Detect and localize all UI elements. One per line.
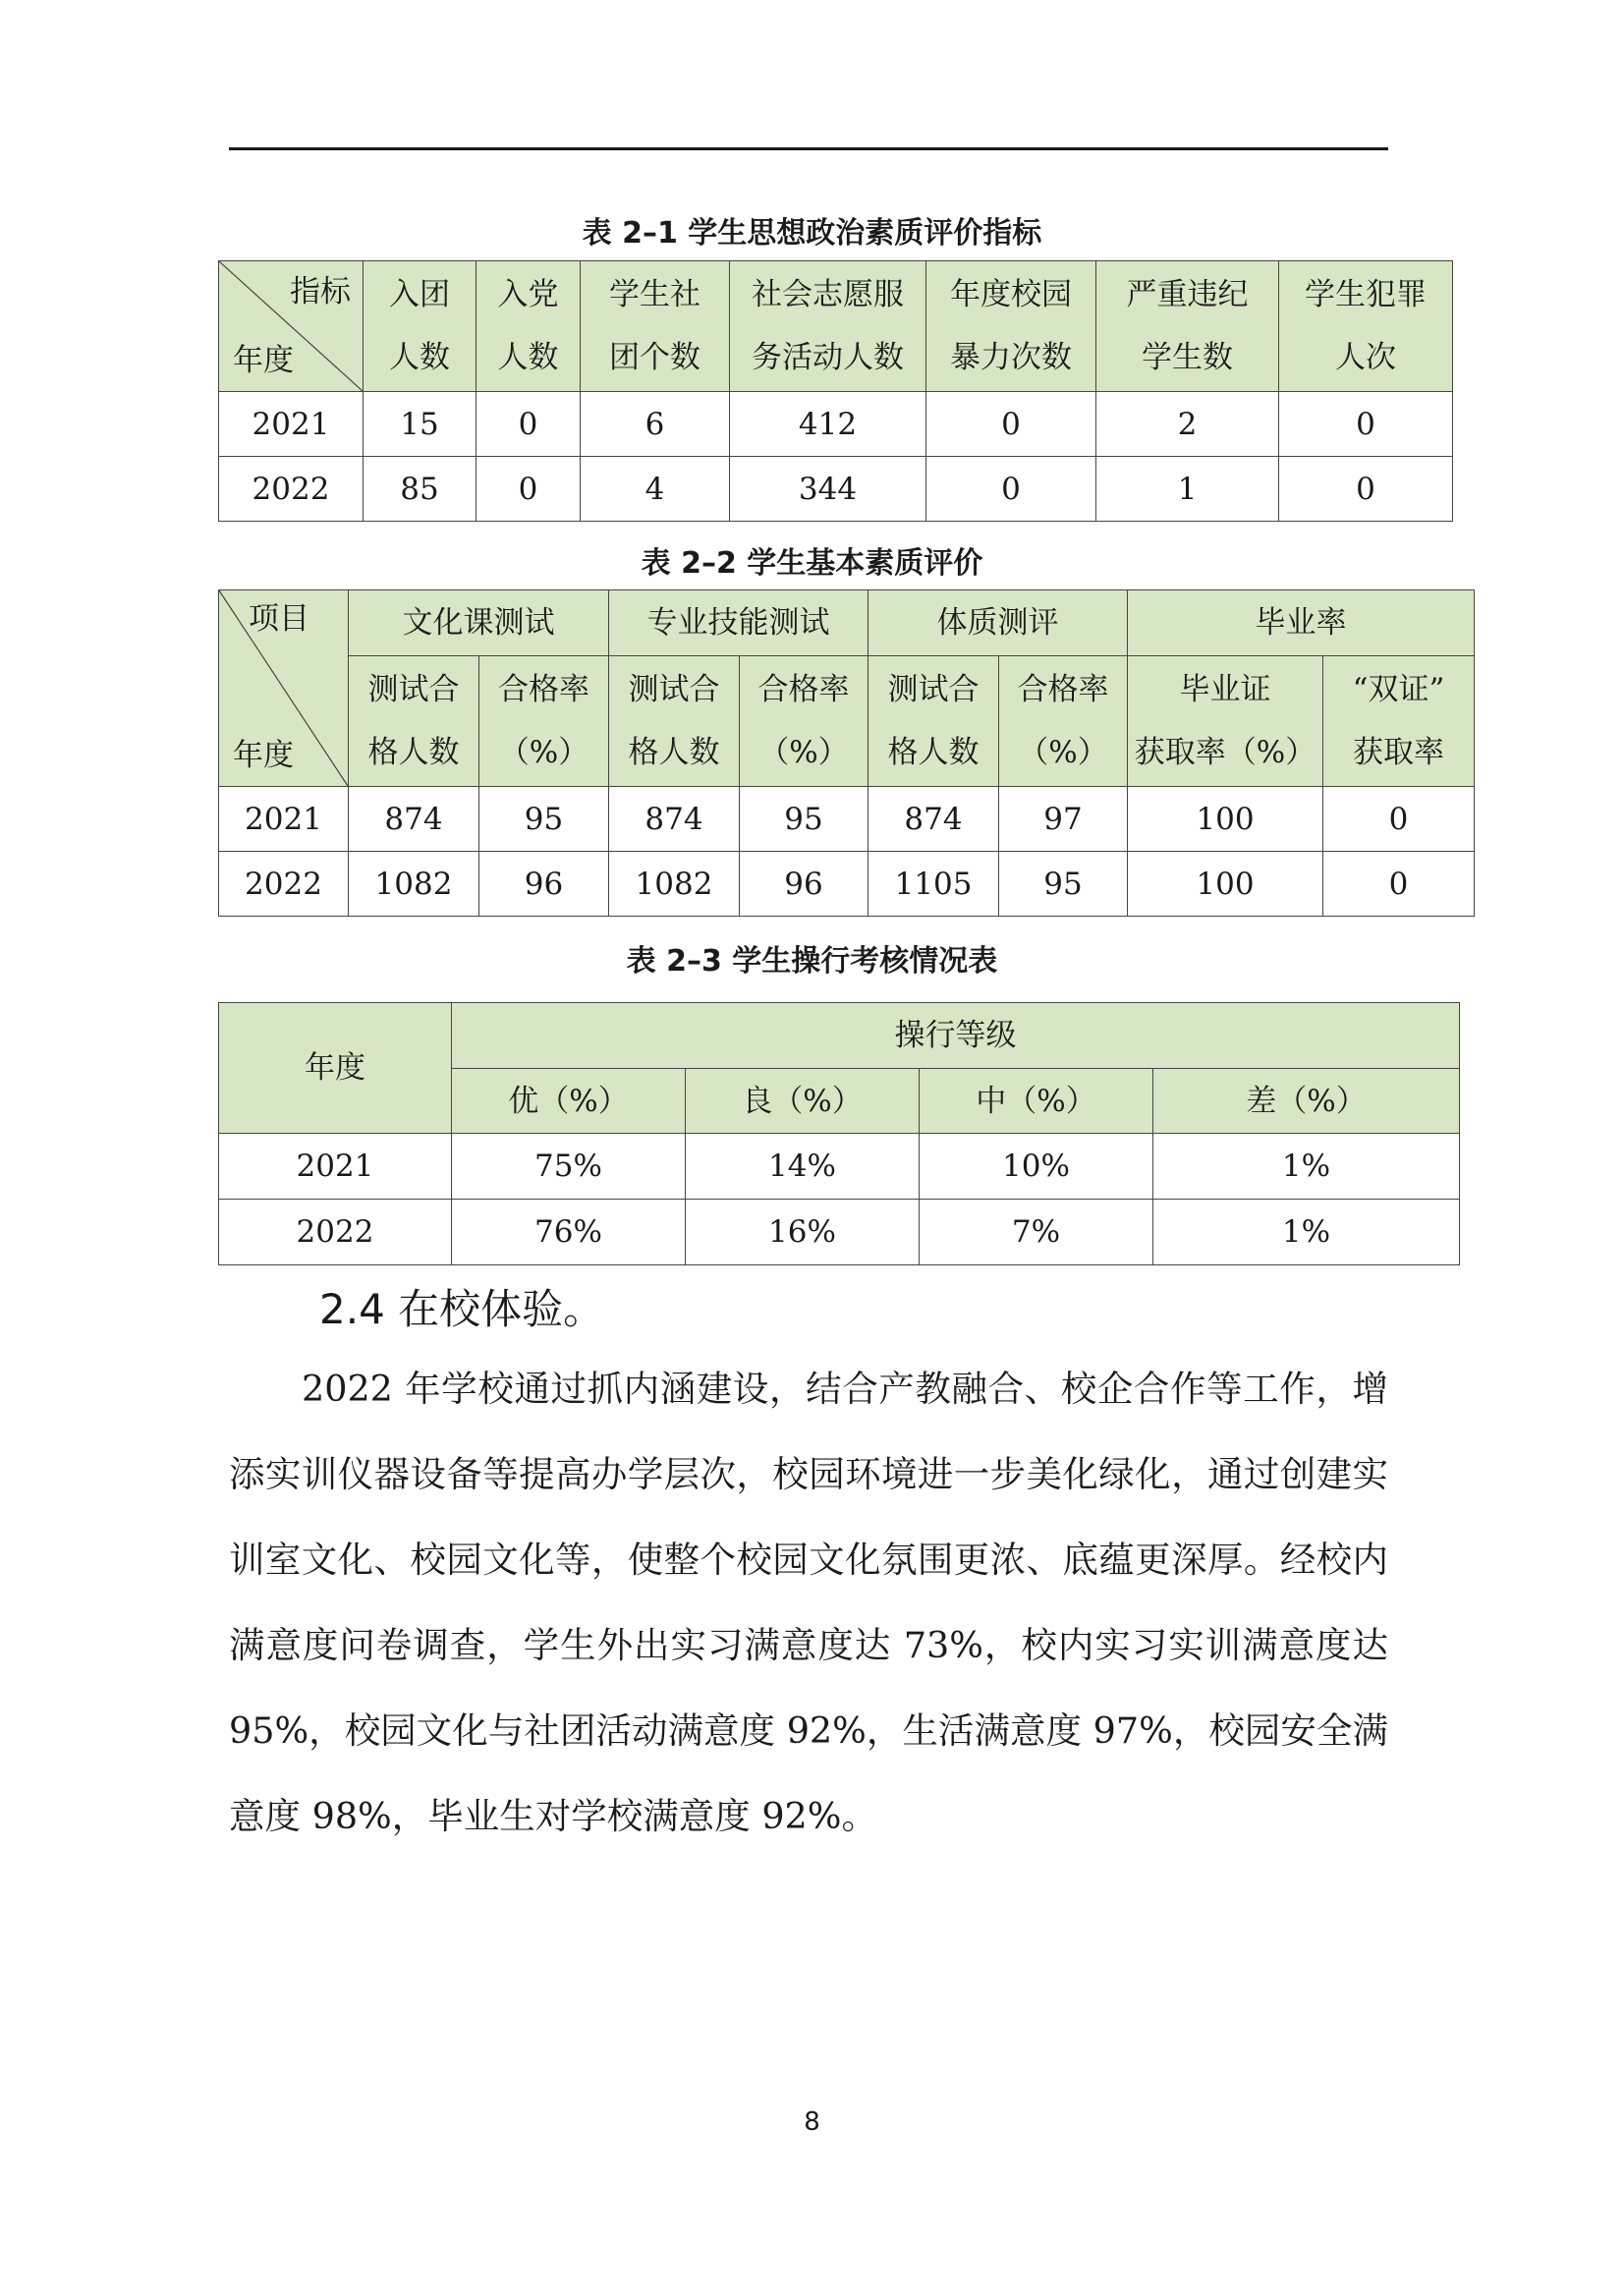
page-number: 8: [804, 2107, 820, 2137]
table2-subheader: 合格率 （%）: [479, 656, 609, 787]
section-heading: 2.4 在校体验。: [319, 1285, 605, 1333]
table1-header: 严重违纪 学生数: [1096, 261, 1279, 392]
table2-corner-top: 项目: [249, 601, 309, 637]
table3: [218, 1002, 1460, 1265]
table1-corner-top: 指标: [290, 274, 351, 309]
table2: [218, 589, 1475, 917]
header-rule: [229, 147, 1388, 150]
table3-subheader: 差（%）: [1153, 1069, 1460, 1134]
table1-header: 入党 人数: [476, 261, 581, 392]
table2-subheader: 合格率 （%）: [740, 656, 868, 787]
table3-year-header: 年度: [219, 1003, 452, 1134]
table1-header: 年度校园 暴力次数: [926, 261, 1096, 392]
table2-group-header: 专业技能测试: [609, 590, 868, 656]
table2-group-header: 毕业率: [1128, 590, 1475, 656]
table1-caption: 表 2–1 学生思想政治素质评价指标: [582, 216, 1042, 251]
table-row: 2022 85 0 4 344 0 1 0: [219, 457, 1453, 522]
table2-subheader: 合格率 （%）: [999, 656, 1128, 787]
table2-corner-bottom: 年度: [233, 738, 294, 773]
table-row: 2021 15 0 6 412 0 2 0: [219, 392, 1453, 457]
table3-caption: 表 2–3 学生操行考核情况表: [626, 944, 998, 979]
table2-subheader: 测试合 格人数: [609, 656, 740, 787]
table-row: 2022 76% 16% 7% 1%: [219, 1200, 1460, 1265]
table2-subheader: 测试合 格人数: [868, 656, 999, 787]
table2-corner-cell: [219, 590, 349, 787]
table-row: 2022 1082 96 1082 96 1105 95 100 0: [219, 852, 1475, 917]
table1-header: 社会志愿服 务活动人数: [730, 261, 926, 392]
table1-header: 入团 人数: [364, 261, 476, 392]
table3-subheader: 优（%）: [452, 1069, 686, 1134]
table2-group-header: 体质测评: [868, 590, 1128, 656]
table1-header: 学生社 团个数: [581, 261, 730, 392]
table2-caption: 表 2–2 学生基本素质评价: [641, 546, 983, 581]
table3-group-header: 操行等级: [452, 1003, 1460, 1069]
table1: [218, 260, 1453, 522]
table1-header: 学生犯罪 人次: [1279, 261, 1453, 392]
table-row: 2021 874 95 874 95 874 97 100 0: [219, 787, 1475, 852]
table3-subheader: 中（%）: [920, 1069, 1153, 1134]
table1-corner-bottom: 年度: [233, 343, 294, 378]
table2-group-header: 文化课测试: [349, 590, 609, 656]
table2-subheader: 毕业证 获取率（%）: [1128, 656, 1323, 787]
table1-corner-cell: [219, 261, 364, 392]
table-row: 2021 75% 14% 10% 1%: [219, 1134, 1460, 1200]
table3-subheader: 良（%）: [686, 1069, 920, 1134]
table2-subheader: “双证” 获取率: [1323, 656, 1475, 787]
body-paragraph: 2022 年学校通过抓内涵建设，结合产教融合、校企合作等工作，增添实训仪器设备等提高办学层次，校园环境进一步美化绿化，通过创建实训室文化、校园文化等，使整个校园文化氛围更浓、底蕴更深厚。经校内满意度问卷调查，学生外出实习满意度达 73%，校内实习实训满意度达 95%，校园文化与社团活动满意度 92%，生活满意度 97%，校园安全满意度 98%，毕业生对学校满意度 92%。: [229, 1368, 1388, 1837]
table2-subheader: 测试合 格人数: [349, 656, 479, 787]
